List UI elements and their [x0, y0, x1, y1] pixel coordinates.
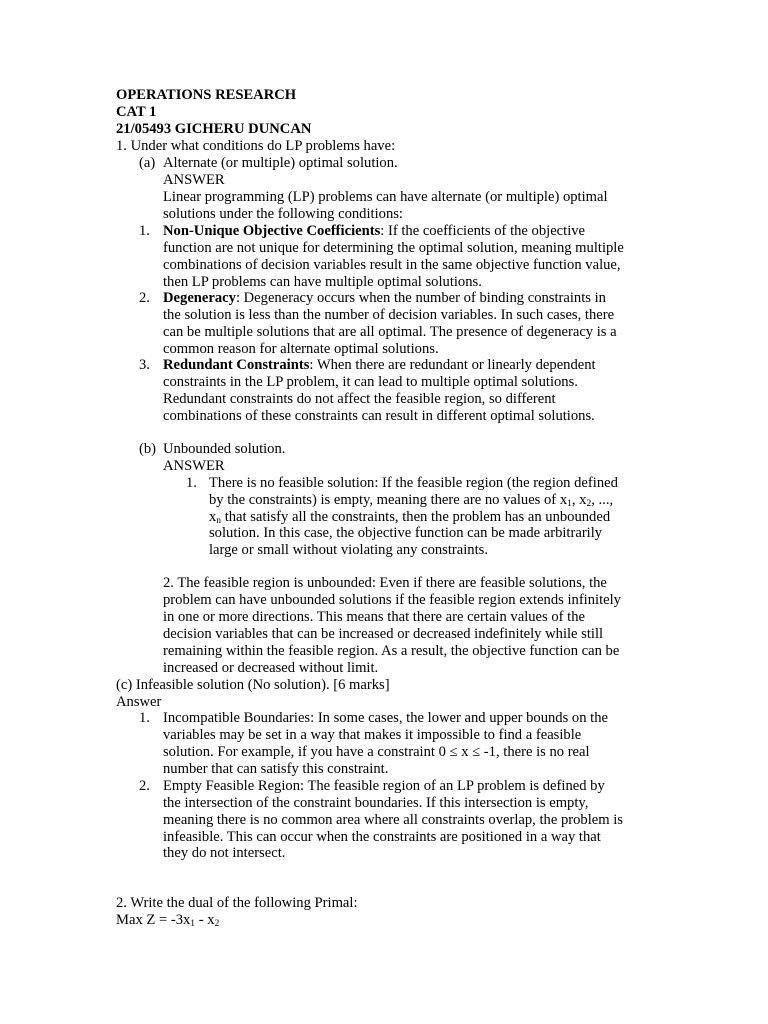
text-run: , ...,: [591, 492, 614, 508]
list-item-text: : When there are redundant or linearly dependent: [309, 357, 596, 373]
list-item-line: remaining within the feasible region. As a result, the objective function can be: [163, 643, 620, 659]
list-item-line: variables may be set in a way that makes it impossible to find a feasible: [163, 727, 582, 743]
list-item-line: function are not unique for determining the optimal solution, meaning multiple: [163, 240, 624, 256]
list-item-first-line: [163, 223, 585, 240]
list-number: 2.: [139, 290, 150, 306]
list-item-text: : Degeneracy occurs when the number of binding constraints in: [235, 290, 606, 306]
list-item-line: Incompatible Boundaries: In some cases, the lower and upper bounds on the: [163, 710, 608, 726]
list-item-line: the intersection of the constraint boundaries. If this intersection is empty,: [163, 795, 589, 811]
list-number: 3.: [139, 357, 150, 373]
text-run: - x: [195, 912, 215, 928]
list-item-line: can be multiple solutions that are all optimal. The presence of degeneracy is a: [163, 324, 617, 340]
list-item-line: combinations of decision variables result in the same objective function value,: [163, 257, 621, 273]
list-item-first-line: [163, 290, 606, 307]
question-2-prompt: 2. Write the dual of the following Primal:: [116, 895, 358, 911]
question-1-prompt: 1. Under what conditions do LP problems have:: [116, 138, 396, 154]
list-item-line: meaning there is no common area where all constraints overlap, the problem is: [163, 812, 623, 828]
list-item-line: Redundant constraints do not affect the feasible region, so different: [163, 391, 556, 407]
list-number: 1.: [186, 475, 197, 491]
list-item-line: solution. For example, if you have a constraint 0 ≤ x ≤ -1, there is no real: [163, 744, 590, 760]
list-item-term: Non-Unique Objective Coefficients: [163, 223, 381, 239]
primal-objective: [116, 912, 219, 929]
part-a-label: (a): [139, 155, 156, 171]
text-run: by the constraints) is empty, meaning there are no values of x: [209, 492, 568, 508]
subscript: 1: [190, 919, 196, 929]
list-number: 1.: [139, 223, 150, 239]
list-item-line: 2. The feasible region is unbounded: Even if there are feasible solutions, the: [163, 575, 607, 591]
list-item-line: combinations of these constraints can result in different optimal solutions.: [163, 408, 595, 424]
text-run: Max Z = -3x: [116, 912, 191, 928]
subscript: 2: [214, 919, 220, 929]
list-item-line: large or small without violating any constraints.: [209, 542, 488, 558]
list-item-line: then LP problems can have multiple optimal solutions.: [163, 274, 482, 290]
list-item-line: common reason for alternate optimal solutions.: [163, 341, 439, 357]
text-run: x: [209, 509, 217, 525]
list-item-line: in one or more directions. This means that there are certain values of the: [163, 609, 585, 625]
document-subtitle: CAT 1: [116, 104, 157, 120]
list-item-line: problem can have unbounded solutions if the feasible region extends infinitely: [163, 592, 621, 608]
text-run: that satisfy all the constraints, then the problem has an unbounded: [221, 509, 611, 525]
list-item-term: Degeneracy: [163, 290, 236, 306]
list-item-first-line: [163, 357, 596, 374]
list-item-line: [209, 492, 613, 509]
list-number: 2.: [139, 778, 150, 794]
subscript: 2: [586, 499, 592, 509]
list-item-line: Empty Feasible Region: The feasible region of an LP problem is defined by: [163, 778, 605, 794]
list-item-line: constraints in the LP problem, it can lead to multiple optimal solutions.: [163, 374, 578, 390]
list-item-line: decision variables that can be increased or decreased indefinitely while still: [163, 626, 604, 642]
text-run: , x: [571, 492, 587, 508]
list-item-line: solution. In this case, the objective function can be made arbitrarily: [209, 525, 603, 541]
student-id-name: 21/05493 GICHERU DUNCAN: [116, 121, 312, 137]
part-a-intro-line: solutions under the following conditions:: [163, 206, 403, 222]
part-b-title: Unbounded solution.: [163, 441, 286, 457]
document-title: OPERATIONS RESEARCH: [116, 87, 297, 103]
list-number: 1.: [139, 710, 150, 726]
part-b-answer-label: ANSWER: [163, 458, 225, 474]
part-a-answer-label: ANSWER: [163, 172, 225, 188]
part-a-title: Alternate (or multiple) optimal solution.: [163, 155, 398, 171]
part-a-intro-line: Linear programming (LP) problems can have alternate (or multiple) optimal: [163, 189, 608, 205]
list-item-line: number that can satisfy this constraint.: [163, 761, 389, 777]
subscript: 1: [567, 499, 572, 509]
part-c-title: (c) Infeasible solution (No solution). [6 marks]: [116, 677, 390, 693]
part-b-label: (b): [139, 441, 157, 457]
list-item-line: [209, 509, 610, 526]
list-item-line: There is no feasible solution: If the feasible region (the region defined: [209, 475, 618, 491]
list-item-text: : If the coefficients of the objective: [380, 223, 586, 239]
list-item-term: Redundant Constraints: [163, 357, 310, 373]
list-item-line: infeasible. This can occur when the constraints are positioned in a way that: [163, 829, 601, 845]
list-item-line: increased or decreased without limit.: [163, 660, 379, 676]
list-item-line: the solution is less than the number of decision variables. In such cases, there: [163, 307, 615, 323]
part-c-answer-label: Answer: [116, 694, 162, 710]
list-item-line: they do not intersect.: [163, 845, 286, 861]
subscript: n: [216, 516, 222, 526]
